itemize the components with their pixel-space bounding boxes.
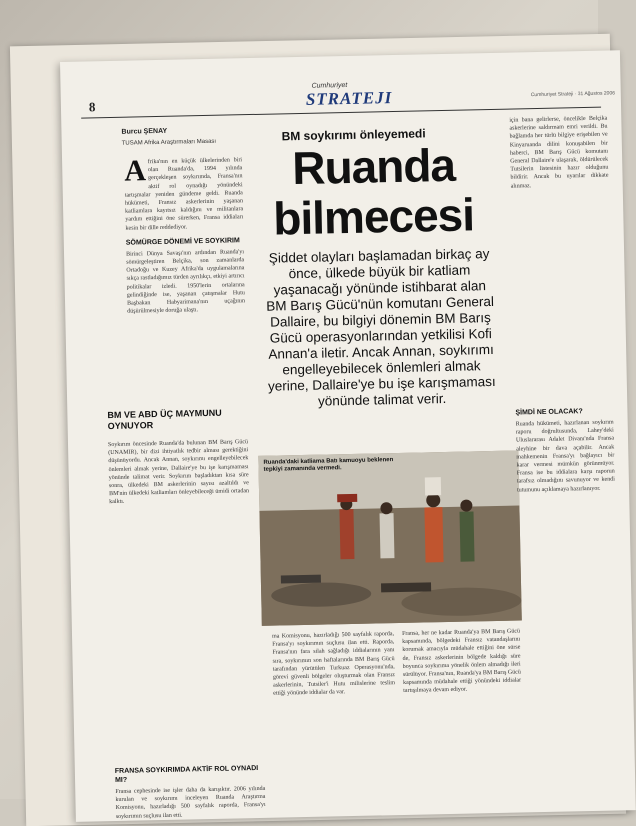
section2-block <box>107 401 243 435</box>
bottom-text-2: Fransa, her ne kadar Ruanda'ya BM Barış Gücü kapsamında, bölgedeki Fransız vatandaşlarını korumak amacıyla müdahale ettiğini öne sürse de, Fransız askerlerinin bölgede kaldığı süre boyunca soykırıma yönelik önlem almadığı ileri sürülüyor. Fransa'nın, Ruanda'ya BM Barış Gücü kapsamında müdahale ettiği yönündeki iddialar tartışılmaya devam ediyor. <box>401 628 522 695</box>
article-title-line1: Ruanda <box>291 138 456 195</box>
section3-block <box>115 758 266 821</box>
publication-logo <box>305 81 391 111</box>
section2-text: Soykırım öncesinde Ruanda'da bulunan BM Barış Gücü (UNAMIR), bir dizi ihtiyatlık tedbir alması gerektiğini düşünüyordu. Ancak Annan, soykırımı engelleyebilecek önlemleri almak yerine, Dallaire'ye bu işe karışmaması yönünde talimat verir. Soykırım başladıktan kısa süre sonra, ülkedeki BM askerlerinin sayısı azaltıldı ve BM'nin ülkedeki katliamları önleyebileceği ümidi ortadan kalktı. <box>107 439 250 506</box>
publication-brand: Cumhuriyet <box>311 81 348 90</box>
drop-cap: A <box>123 154 147 188</box>
page-number: 8 <box>88 99 96 115</box>
section1-heading: SÖMÜRGE DÖNEMİ VE SOYKIRIM <box>125 237 240 247</box>
publication-name: STRATEJI <box>305 88 393 109</box>
section3-text: Fransa cephesinde ise işler daha da karışıktır. 2006 yılında kurulan ve soykırımı inceleyen Ruanda Araştırma Komisyonu, hazırladığı 500 sayfalık raporda, Fransa'yı soykırımın suçlusu ilan etti. <box>115 785 266 820</box>
author-name: Burcu ŞENAY <box>121 127 168 136</box>
intro-column <box>124 156 245 316</box>
right-column-lower <box>515 400 615 494</box>
news-photo <box>258 450 522 625</box>
article-kicker: BM soykırımı önleyemedi <box>281 126 426 144</box>
article-lead: Şiddet olayları başlamadan birkaç ay önce, ülkede büyük bir katliam yaşanacağı yönünde istihbarat alan BM Barış Gücü'nün komutanı General Dallaire, bu bilgiyi dönemin BM Barış Gücü operasyonlarından yetkilisi Kofi Annan'a iletir. Ancak Annan, soykırımı engelleyebilecek önlemleri almak yerine, Dallaire'ye bu işe karışmaması yönünde talimat verir. <box>266 246 496 409</box>
photo-caption: Ruanda'daki katliama Batı kamuoyu beklenen tepkiyi zamanında vermedi. <box>263 457 394 473</box>
right-column-text-2: Ruanda hükümeti, hazırlanan soykırım raporu doğrultusunda, Lahey'deki Uluslararası Adalet Divanı'nda Fransa aleyhine bir dava açabilir. Ancak mahkemenin Fransa'yı bağlayıcı bir karar vermesi mümkün görünmüyor. Fransa ise bu iddialara karşı raporun tarafsız olmadığını savunuyor ve kendi tutumunu açıklamaya hazırlanıyor. <box>515 419 615 494</box>
right-section-heading: ŞİMDİ NE OLACAK? <box>515 408 583 417</box>
author-institution: TUSAM Afrika Araştırmaları Masası <box>121 138 217 147</box>
article-title-line2: bilmecesi <box>272 188 475 245</box>
section1-text: Birinci Dünya Savaşı'nın ardından Ruanda'yı sömürgeleştiren Belçika, son zamanlarda Ortadoğu ve Kuzey Afrika'da uygulamalarına sıkça rastladığımız türden ayrılıkçı, etkiyi artırıcı politikalar izledi. 1950'lerin ortalarına gelindiğinde ise, yaşanan çatışmalar Hutu Başbakan Habyarimana'nın uçağının düşürülmesiyle doruğa ulaştı. <box>125 249 246 315</box>
right-column <box>509 115 609 191</box>
intro-text: frika'nın en küçük ülkelerinden biri olan Ruanda'da, 1994 yılında gerçekleşen soykırımda, Fransa'nın aktif rol oynadığı yönündeki tartışmalar yeniden gündeme geldi. Ruanda hükümeti, Fransız askerlerinin yaşanan katliamlara kayıtsız kaldığını ve militanlara yardım ettiğini öne sürerken, Fransa iddiaları kesin bir dille reddediyor. <box>124 157 244 232</box>
date-line: Cumhuriyet Strateji · 31 Ağustos 2006 <box>530 90 616 99</box>
section2-heading: BM VE ABD ÜÇ MAYMUNU OYNUYOR <box>107 407 222 432</box>
bottom-text-1: ma Komisyonu, hazırladığı 500 sayfalık raporda, Fransa'yı soykırımın suçlusu ilan etti. Raporda, Fransa'nın fara silah sağladığı iddialarının yanı sıra, soykırımın son haftalarında BM Barış Gücü tarafından yürütülen Turkuaz Operasyonu'nda, görevi güvenli bölgeler oluşturmak olan Fransız askerlerinin, Tutsiler'i Hutu milislerine teslim ettiği yönünde iddialar da var. <box>272 631 396 698</box>
newspaper-page <box>60 50 636 822</box>
refugees-photo-illustration <box>258 450 522 625</box>
section3-heading: FRANSA SOYKIRIMDA AKTİF ROL OYNADI MI? <box>114 765 259 785</box>
right-column-text-1: için bana gelirlerse, öncelikle Belçika askerlerine saldırmam emri verildi. Bu bağlamda her türlü bilgiye erişebilen ve Kinyaruanda dilini konuşabilen bir haberci, BM Barış Gücü komutanı General Dallaire'e ulaşarak, öldürülecek Tutsilerin listesinin hazır olduğunu bildirir. Ancak bu uyarılar dikkate alınmaz. <box>509 115 609 190</box>
